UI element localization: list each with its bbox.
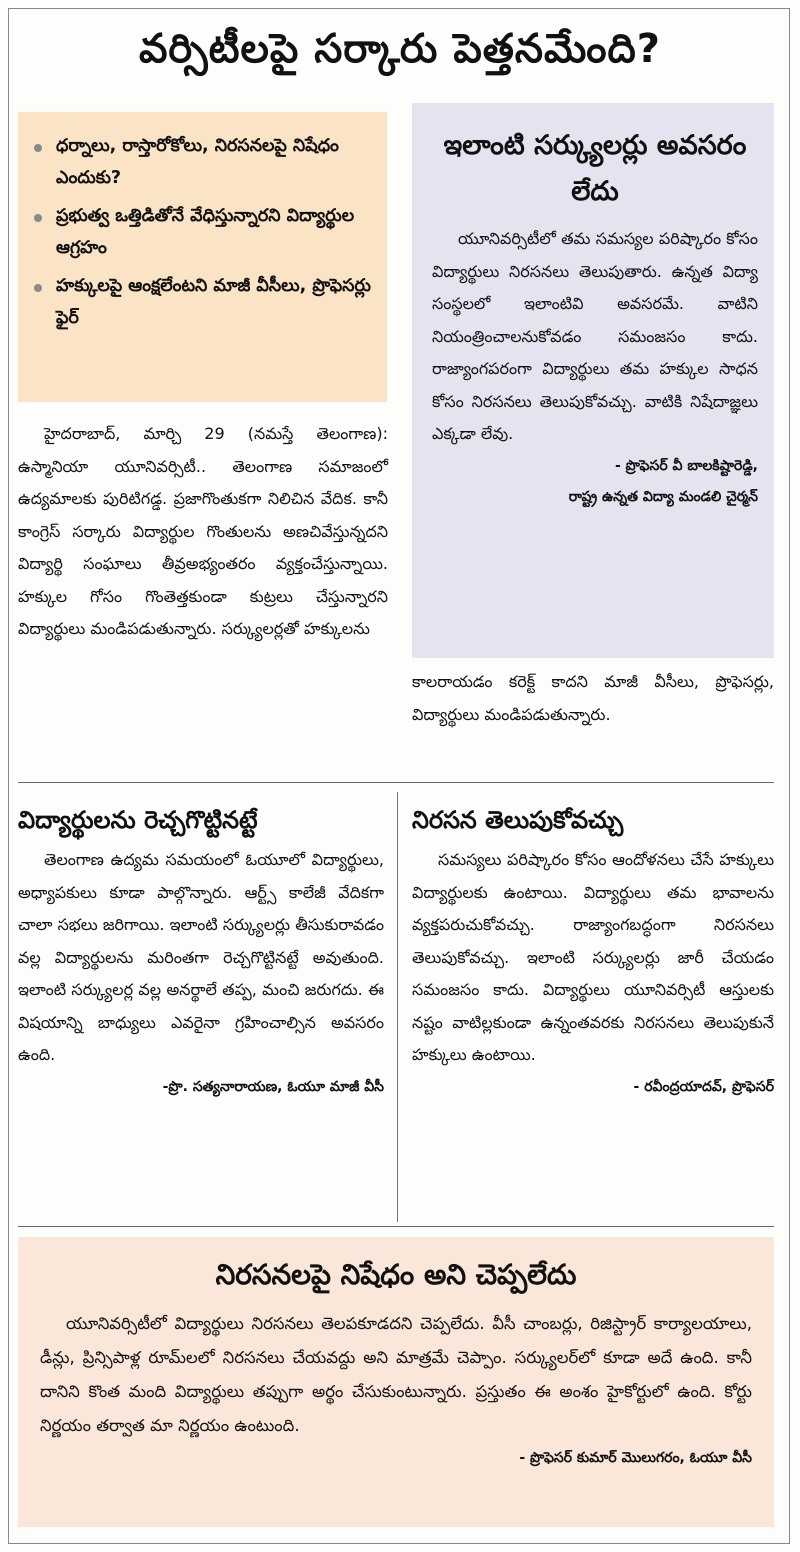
- section-divider: [18, 782, 774, 783]
- right-opinion-section: [412, 800, 774, 1103]
- lead-paragraph: [18, 418, 388, 646]
- headline: వర్సిటీలపై సర్కారు పెత్తనమేంది?: [138, 26, 661, 72]
- right-section-signature: - రవీంద్రయాదవ్, ప్రొఫెసర్: [633, 1078, 774, 1095]
- bottom-divider: [18, 1226, 774, 1227]
- bottom-quote-box: [18, 1237, 774, 1527]
- highlight-item: ధర్నాలు, రాస్తారోకోలు, నిరసనలపై నిషేధం ఎందుకు?: [30, 130, 377, 194]
- right-section-heading: నిరసన తెలుపుకోవచ్చు: [412, 806, 624, 834]
- left-section-signature: -ప్రొ. సత్యనారాయణ, ఓయూ మాజీ వీసీ: [162, 1078, 384, 1095]
- highlights-list: [30, 130, 377, 334]
- sidebar-body: యూనివర్సిటీలో తమ సమస్యల పరిష్కారం కోసం విద్యార్థులు నిరసనలు తెలుపుతారు. ఉన్నత విద్యా సంస్థలలో ఇలాంటివి అవసరమే. వాటిని నియంత్రించాలనుకోవడం సమంజసం కాదు. రాజ్యాంగపరంగా విద్యార్థులు తమ హక్కుల సాధన కోసం నిరసనలు తెలుపుకోవచ్చు. వాటికి నిషేదాజ్ఞలు ఎక్కడా లేవు.: [432, 229, 758, 443]
- sidebar-signature-title: రాష్ట్ర ఉన్నత విద్యా మండలి చైర్మన్: [568, 488, 758, 505]
- left-section-body: తెలంగాణ ఉద్యమ సమయంలో ఓయూలో విద్యార్థులు, అధ్యాపకులు కూడా పాల్గొన్నారు. ఆర్ట్స్ కాలేజీ వేదికగా చాలా సభలు జరిగాయి. ఇలాంటి సర్క్యులర్లు తీసుకురావడం వల్ల విద్యార్థులను మరింతగా రెచ్చగొట్టినట్టే అవుతుంది. ఇలాంటి సర్క్యులర్ల వల్ల అనర్థాలే తప్ప, మంచి జరుగదు. ఈ విషయాన్ని బాధ్యులు ఎవరైనా గ్రహించాల్సిన అవసరం ఉంది.: [18, 850, 384, 1064]
- sidebar-quote-box: [412, 103, 774, 658]
- right-section-body: సమస్యలు పరిష్కారం కోసం ఆందోళనలు చేసే హక్కులు విద్యార్థులకు ఉంటాయి. విద్యార్థులు తమ భావాలను వ్యక్తపరుచుకోవచ్చు. రాజ్యాంగబద్ధంగా నిరసనలు తెలుపుకోవచ్చు. ఇలాంటి సర్క్యులర్లు జారీ చేయడం సమంజసం కాదు. విద్యార్థులు యూనివర్సిటీ ఆస్తులకు నష్టం వాటిల్లకుండా ఉన్నంతవరకు నిరసనలు తెలుపుకునే హక్కులు ఉంటాయి.: [412, 850, 774, 1064]
- highlight-item: హక్కులపై ఆంక్షలేంటని మాజీ వీసీలు, ప్రొఫెసర్లు ఫైర్: [30, 270, 377, 334]
- bottom-box-title: నిరసనలపై నిషేధం అని చెప్పలేదు: [215, 1258, 577, 1291]
- lead-continued-text: కాలరాయడం కరెక్ట్ కాదని మాజీ వీసీలు, ప్రొఫెసర్లు, విద్యార్థులు మండిపడుతున్నారు.: [412, 672, 774, 724]
- bottom-box-body: యూనివర్సిటీలో విద్యార్థులు నిరసనలు తెలపకూడదని చెప్పలేదు. వీసీ చాంబర్లు, రిజిస్ట్రార్ కార్యాలయాలు, డీన్లు, ప్రిన్సిపాళ్ల రూమ్‌లలో నిరసనలు చేయవద్దు అని మాత్రమే చెప్పాం. సర్క్యులర్‌లో కూడా అదే ఉంది. కానీ దానిని కొంత మంది విద్యార్థులు తప్పుగా అర్థం చేసుకుంటున్నారు. ప్రస్తుతం ఈ అంశం హైకోర్టులో ఉంది. కోర్టు నిర్ణయం తర్వాత మా నిర్ణయం ఉంటుంది.: [40, 1314, 752, 1435]
- bottom-box-signature: - ప్రొఫెసర్ కుమార్ మొలుగరం, ఓయూ వీసీ: [519, 1450, 752, 1466]
- lead-text: హైదరాబాద్, మార్చి 29 (నమస్తే తెలంగాణ): ఉస్మానియా యూనివర్సిటీ.. తెలంగాణ సమాజంలో ఉద్యమాలకు పురిటిగడ్డ. ప్రజాగొంతుకగా నిలిచిన వేదిక. కానీ కాంగ్రెస్ సర్కారు విద్యార్థుల గొంతులను అణచివేస్తున్నదని విద్యార్థి సంఘాలు తీవ్రఅభ్యంతరం వ్యక్తంచేస్తున్నాయి. హక్కుల గోసం గొంతెత్తకుండా కుట్రలు చేస్తున్నారని విద్యార్థులు మండిపడుతున్నారు. సర్క్యులర్లతో హక్కులను: [18, 424, 388, 638]
- highlight-item: ప్రభుత్వ ఒత్తిడితోనే వేధిస్తున్నారని విద్యార్థుల ఆగ్రహం: [30, 200, 377, 264]
- highlights-box: [18, 112, 387, 402]
- sidebar-title: ఇలాంటి సర్క్యులర్లు అవసరం లేదు: [443, 130, 747, 207]
- left-section-heading: విద్యార్థులను రెచ్చగొట్టినట్టే: [18, 806, 258, 834]
- column-divider: [397, 792, 398, 1222]
- sidebar-signature-name: - ప్రొఫెసర్ వీ బాలకిష్టారెడ్డి,: [614, 457, 758, 474]
- left-opinion-section: [18, 800, 384, 1103]
- lead-continuation: [412, 666, 774, 731]
